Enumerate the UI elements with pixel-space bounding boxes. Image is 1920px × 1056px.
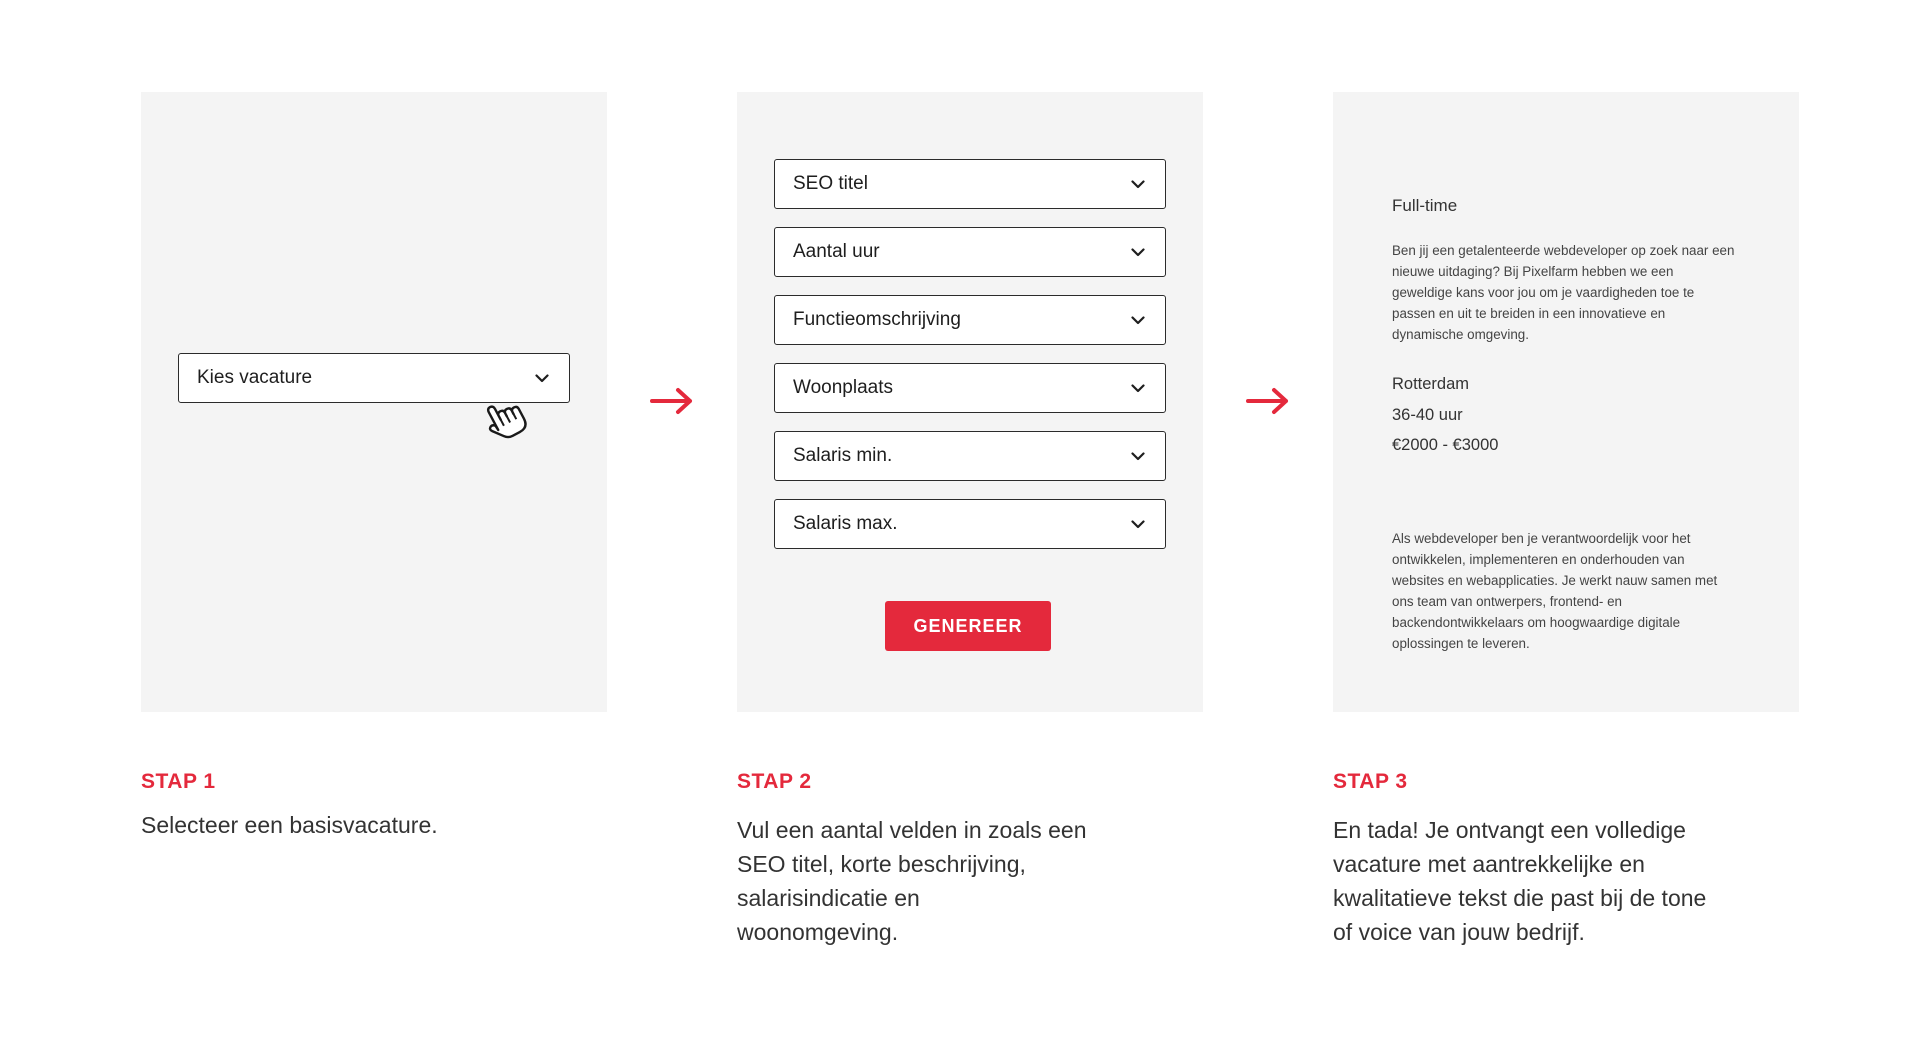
chevron-down-icon <box>535 371 549 385</box>
select-label: Kies vacature <box>197 367 313 388</box>
genereer-button[interactable]: GENEREER <box>885 601 1051 651</box>
step-1-description: Selecteer een basisvacature. <box>141 812 438 838</box>
result-body-text: Als webdeveloper ben je verantwoordelijk voor het ontwikkelen, implementeren en onderhouden van websites en webapplicaties. Je werkt nauw samen met ons team van ontwerpers, frontend- en backendontwikkelaars om hoogwaardige digitale oplossingen te leveren. <box>1392 531 1718 651</box>
field-functieomschrijving[interactable] <box>774 295 1166 345</box>
chevron-down-icon <box>1131 381 1145 395</box>
field-salaris-min[interactable] <box>774 431 1166 481</box>
result-salary: €2000 - €3000 <box>1392 436 1499 454</box>
arrow-right-icon <box>649 386 695 416</box>
field-label: Functieomschrijving <box>793 309 961 330</box>
field-label: Woonplaats <box>793 377 893 398</box>
step-2-label: STAP 2 <box>737 770 812 793</box>
result-intro-text: Ben jij een getalenteerde webdeveloper op zoek naar een nieuwe uitdaging? Bij Pixelfarm hebben we een geweldige kans voor jou om je vaardigheden toe te passen en uit te breiden in een innovatieve en dynamische omgeving. <box>1392 243 1735 342</box>
field-salaris-max[interactable] <box>774 499 1166 549</box>
result-hours: 36-40 uur <box>1392 406 1463 424</box>
chevron-down-icon <box>1131 245 1145 259</box>
field-aantal-uur[interactable] <box>774 227 1166 277</box>
field-label: Salaris max. <box>793 513 898 534</box>
pointer-hand-icon <box>480 395 532 443</box>
field-seo-titel[interactable] <box>774 159 1166 209</box>
chevron-down-icon <box>1131 517 1145 531</box>
step-2-form-panel <box>737 92 1203 712</box>
field-label: Salaris min. <box>793 445 893 466</box>
step-3-result-panel <box>1333 92 1799 712</box>
chevron-down-icon <box>1131 313 1145 327</box>
step-3-label: STAP 3 <box>1333 770 1408 793</box>
result-employment-type: Full-time <box>1392 196 1458 215</box>
step-1-preview-panel <box>141 92 607 712</box>
chevron-down-icon <box>1131 449 1145 463</box>
field-label: Aantal uur <box>793 241 880 262</box>
chevron-down-icon <box>1131 177 1145 191</box>
result-city: Rotterdam <box>1392 375 1470 393</box>
step-3-description: En tada! Je ontvangt een volledige vacature met aantrekkelijke en kwalitatieve tekst die past bij de tone of voice van jouw bedrijf. <box>1333 817 1707 945</box>
step-2-description: Vul een aantal velden in zoals een SEO titel, korte beschrijving, salarisindicatie en woonomgeving. <box>737 817 1087 945</box>
field-woonplaats[interactable] <box>774 363 1166 413</box>
step-1-label: STAP 1 <box>141 770 216 793</box>
field-label: SEO titel <box>793 173 868 194</box>
arrow-right-icon <box>1245 386 1291 416</box>
